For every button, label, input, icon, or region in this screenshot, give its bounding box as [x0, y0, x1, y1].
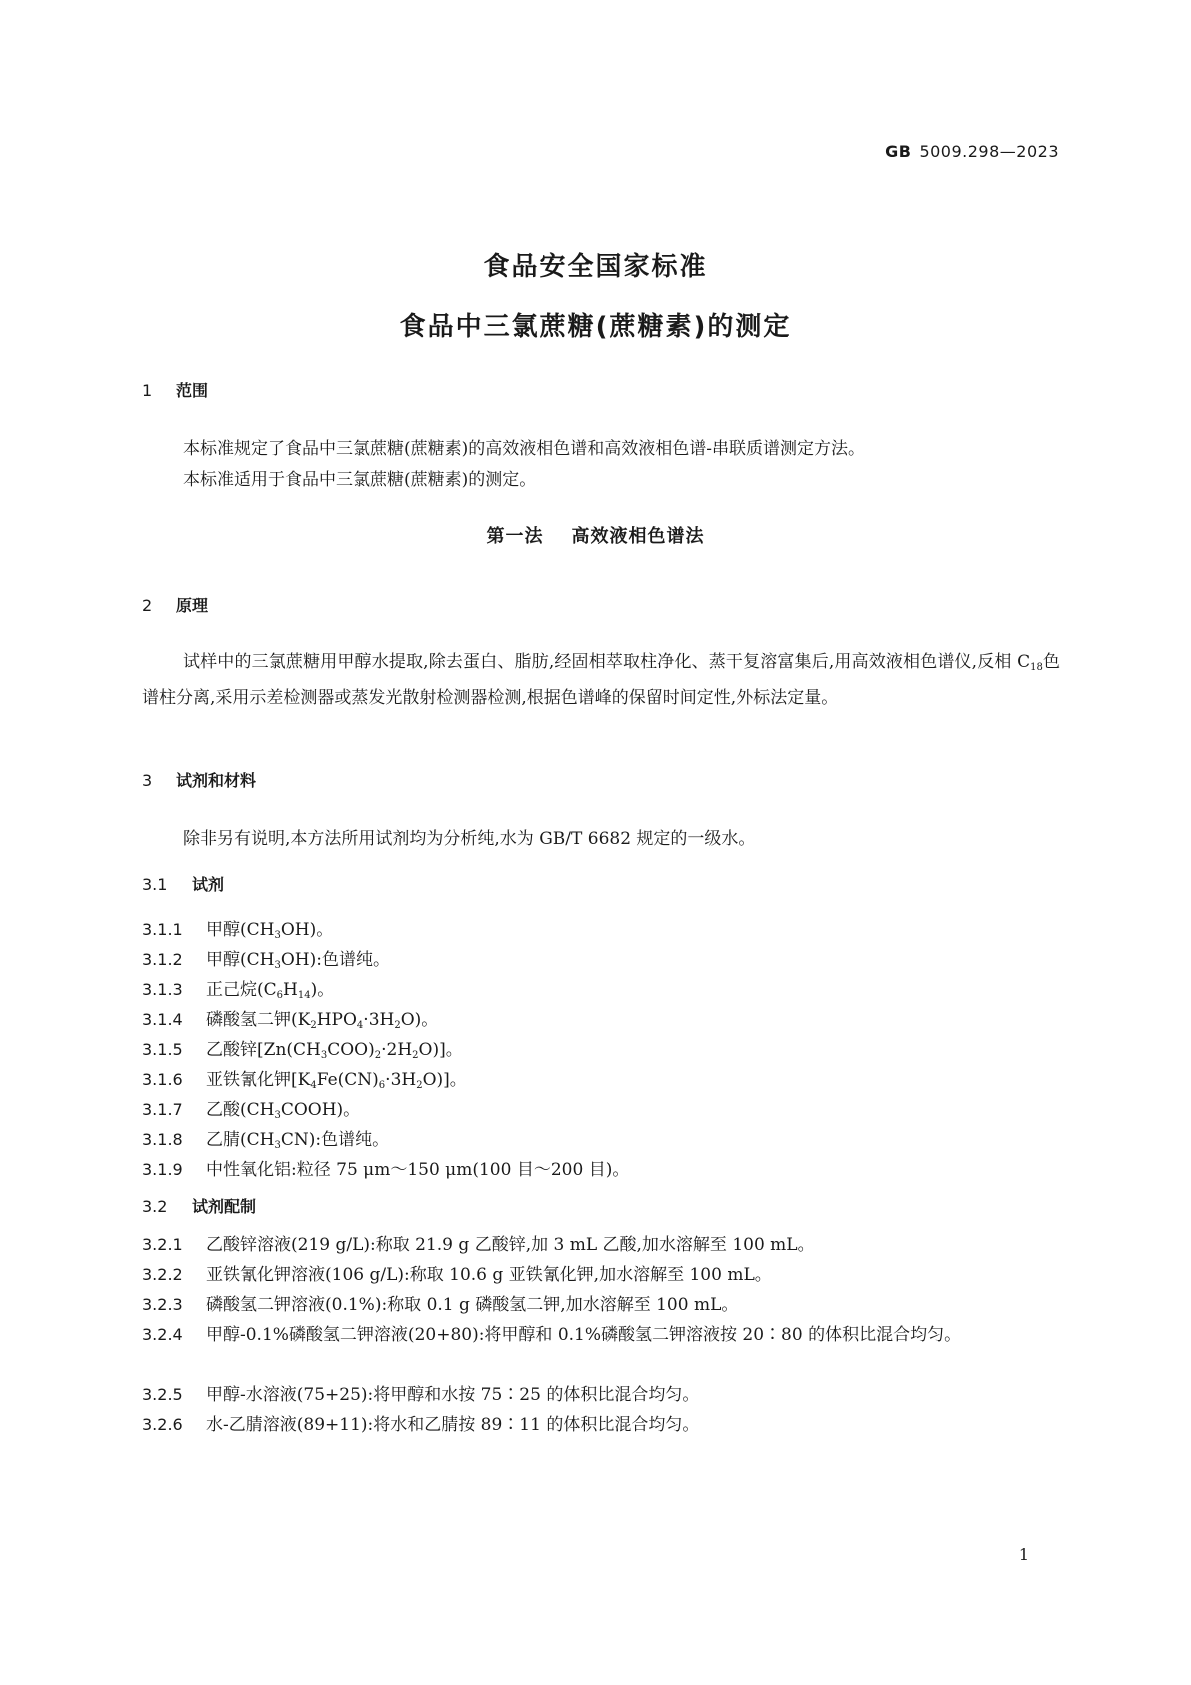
preparation-item — [142, 1380, 1060, 1410]
subscript: 4 — [310, 1080, 317, 1091]
text-run: O)]。 — [422, 1070, 467, 1090]
subscript: 2 — [374, 1050, 382, 1061]
subscript: 6 — [276, 990, 284, 1001]
standard-prefix: GB — [885, 142, 912, 161]
reagent-item — [142, 1155, 629, 1180]
item-text — [206, 1010, 438, 1030]
subsection-title: 试剂 — [192, 875, 225, 894]
item-text: 磷酸氢二钾溶液(0.1%):称取 0.1 g 磷酸氢二钾,加水溶解至 100 mL。 — [206, 1295, 739, 1315]
text-run: 乙酸(CH — [206, 1100, 275, 1120]
reagent-item — [142, 1005, 438, 1031]
item-number: 3.1.4 — [142, 1010, 183, 1029]
text-run: 甲醇(CH — [206, 950, 275, 970]
subscript: 3 — [274, 960, 281, 971]
principle-paragraph — [142, 647, 1060, 713]
text-run: O)。 — [400, 1010, 439, 1030]
method-name: 高效液相色谱法 — [571, 526, 705, 547]
subscript: 2 — [394, 1020, 401, 1031]
method-heading — [0, 522, 1191, 548]
item-text: 亚铁氰化钾溶液(106 g/L):称取 10.6 g 亚铁氰化钾,加水溶解至 100 mL。 — [206, 1265, 772, 1285]
item-text: 水-乙腈溶液(89+11):将水和乙腈按 89∶11 的体积比混合均匀。 — [206, 1415, 700, 1435]
subsection-number: 3.2 — [142, 1197, 168, 1216]
text-run: COOH)。 — [280, 1100, 361, 1120]
text-run: CN):色谱纯。 — [280, 1130, 390, 1150]
item-text — [206, 1040, 463, 1060]
item-number: 3.2.1 — [142, 1235, 183, 1254]
reagent-item — [142, 975, 334, 1001]
subscript: 2 — [310, 1020, 317, 1031]
section-3-heading — [142, 768, 256, 791]
reagent-item — [142, 1065, 467, 1091]
reagent-item — [142, 1125, 389, 1151]
item-number: 3.2.4 — [142, 1325, 183, 1344]
subsection-number: 3.1 — [142, 875, 168, 894]
text-run: 中性氧化铝:粒径 75 μm～150 μm(100 目～200 目)。 — [206, 1160, 630, 1180]
item-number: 3.2.3 — [142, 1295, 183, 1314]
item-text: 乙酸锌溶液(219 g/L):称取 21.9 g 乙酸锌,加 3 mL 乙酸,加水溶解至 100 mL。 — [206, 1235, 815, 1255]
item-number: 3.1.6 — [142, 1070, 183, 1089]
standard-number: 5009.298—2023 — [919, 142, 1059, 161]
preparation-item — [142, 1290, 1060, 1320]
text-run: 乙酸锌[Zn(CH — [206, 1040, 321, 1060]
text-run: 磷酸氢二钾(K — [206, 1010, 311, 1030]
preparation-item — [142, 1410, 1060, 1440]
item-number: 3.2.5 — [142, 1385, 183, 1404]
document-subtitle: 食品中三氯蔗糖(蔗糖素)的测定 — [399, 312, 792, 342]
subsection-title: 试剂配制 — [192, 1197, 257, 1216]
section-2-heading — [142, 593, 208, 616]
text-run: )。 — [310, 980, 335, 1000]
subscript: 2 — [412, 1050, 419, 1061]
principle-subscript: 18 — [1030, 662, 1043, 673]
section-number: 3 — [142, 771, 153, 790]
principle-text-b: 色谱柱分离,采用示差检测器或蒸发光散射检测器检测,根据色谱峰的保留时间定性,外标法定量。 — [142, 652, 1060, 708]
item-text — [206, 950, 390, 970]
preparation-item — [142, 1320, 1060, 1350]
subscript: 3 — [274, 1110, 281, 1121]
subscript: 3 — [274, 930, 281, 941]
text-run: 正己烷(C — [206, 980, 277, 1000]
text-run: O)]。 — [418, 1040, 463, 1060]
item-number: 3.1.1 — [142, 920, 183, 939]
item-number: 3.1.9 — [142, 1160, 183, 1179]
subscript: 4 — [356, 1020, 364, 1031]
document-title: 食品安全国家标准 — [483, 252, 708, 282]
text-run: ·3H — [385, 1070, 417, 1090]
subscript: 3 — [320, 1050, 328, 1061]
reagent-item — [142, 945, 390, 971]
text-run: OH)。 — [280, 920, 334, 940]
text-run: 亚铁氰化钾[K — [206, 1070, 311, 1090]
item-text — [206, 980, 334, 1000]
section-number: 1 — [142, 381, 153, 400]
subsection-3-2-heading — [142, 1194, 256, 1217]
reagent-item — [142, 1095, 360, 1121]
item-text — [206, 920, 333, 940]
item-number: 3.2.6 — [142, 1415, 183, 1434]
subscript: 14 — [297, 990, 311, 1001]
text-run: H — [283, 980, 298, 1000]
subscript: 2 — [416, 1080, 423, 1091]
text-run: ·3H — [363, 1010, 395, 1030]
reagent-item — [142, 1035, 463, 1061]
item-text — [206, 1100, 360, 1120]
section-title: 范围 — [176, 381, 209, 400]
text-run: OH):色谱纯。 — [280, 950, 390, 970]
subsection-3-1-heading — [142, 872, 224, 895]
text-run: Fe(CN) — [316, 1070, 379, 1090]
item-text: 甲醇-0.1%磷酸氢二钾溶液(20+80):将甲醇和 0.1%磷酸氢二钾溶液按 20∶80 的体积比混合均匀。 — [206, 1325, 962, 1345]
method-label: 第一法 — [486, 526, 544, 547]
section-1-heading — [142, 378, 208, 401]
text-run: COO) — [327, 1040, 375, 1060]
text-run: HPO — [316, 1010, 357, 1030]
text-run: 乙腈(CH — [206, 1130, 275, 1150]
item-number: 3.1.2 — [142, 950, 183, 969]
item-text: 甲醇-水溶液(75+25):将甲醇和水按 75∶25 的体积比混合均匀。 — [206, 1385, 700, 1405]
scope-paragraph-2: 本标准适用于食品中三氯蔗糖(蔗糖素)的测定。 — [183, 470, 537, 490]
item-number: 3.1.3 — [142, 980, 183, 999]
section-title: 原理 — [176, 596, 209, 615]
item-text — [206, 1070, 467, 1090]
reagent-item — [142, 915, 333, 941]
reagents-intro: 除非另有说明,本方法所用试剂均为分析纯,水为 GB/T 6682 规定的一级水。 — [183, 829, 756, 849]
standard-code — [885, 142, 1059, 161]
section-number: 2 — [142, 596, 153, 615]
scope-paragraph-1: 本标准规定了食品中三氯蔗糖(蔗糖素)的高效液相色谱和高效液相色谱-串联质谱测定方法。 — [183, 439, 866, 459]
item-text — [206, 1160, 629, 1180]
item-text — [206, 1130, 389, 1150]
item-number: 3.2.2 — [142, 1265, 183, 1284]
text-run: 甲醇(CH — [206, 920, 275, 940]
subscript: 6 — [378, 1080, 386, 1091]
principle-text-a: 试样中的三氯蔗糖用甲醇水提取,除去蛋白、脂肪,经固相萃取柱净化、蒸干复溶富集后,用高效液相色谱仪,反相 C — [183, 652, 1031, 672]
text-run: ·2H — [381, 1040, 413, 1060]
preparation-item — [142, 1260, 1060, 1290]
item-number: 3.1.8 — [142, 1130, 183, 1149]
preparation-item — [142, 1230, 1060, 1260]
page-number: 1 — [1018, 1545, 1029, 1564]
item-number: 3.1.7 — [142, 1100, 183, 1119]
section-title: 试剂和材料 — [176, 771, 257, 790]
item-number: 3.1.5 — [142, 1040, 183, 1059]
subscript: 3 — [274, 1140, 281, 1151]
